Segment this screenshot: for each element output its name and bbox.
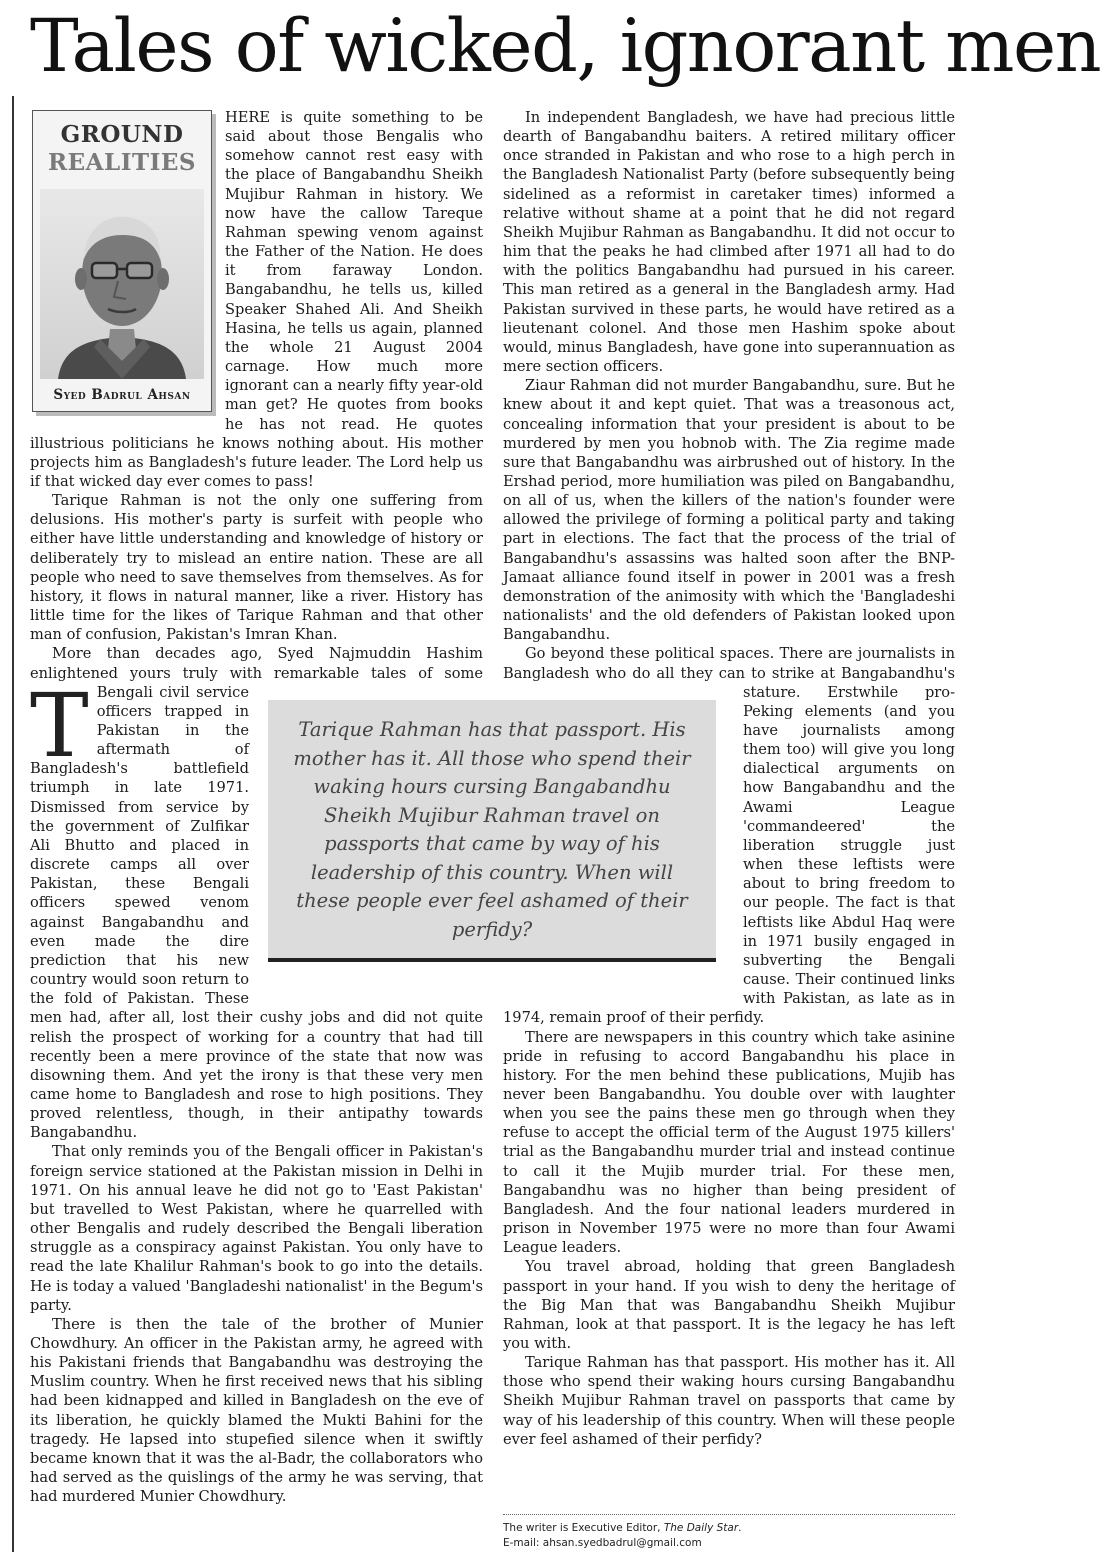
article-paragraph-7: Ziaur Rahman did not murder Bangabandhu, sure. But he knew about it and kept quiet. That was a treasonous act, concealing information that your president is about to be murdered by men you hobnob with. The Zia regime made sure that Bangabandhu was airbrushed out of history. In the Ershad period, more humiliation was piled on Bangabandhu, on all of us, when the killers of the nation's founder were allowed the privilege of forming a political party and taking part in elections. The fact that the process of the trial of Bangabandhu's assassins was halted soon after the BNP-Jamaat alliance found itself in power in 2001 was a fresh demonstration of the animosity with which the 'Bangladeshi nationalists' and the old defenders of Pakistan looked upon Bangabandhu. — [503, 377, 955, 644]
footer-divider — [503, 1514, 955, 1515]
article-paragraph-5: There is then the tale of the brother of Munier Chowdhury. An officer in the Pakistan army, he agreed with his Pakistani friends that Bangabandhu was destroying the Muslim country. When he first received news that his sibling had been kidnapped and killed in Bangladesh on the eve of its liberation, he quickly blamed the Mukti Bahini for the tragedy. He lapsed into stupefied silence when it swiftly became known that it was the al-Badr, the collaborators who had served as the quislings of the army he was serving, that had murdered Munier Chowdhury. — [30, 1315, 483, 1506]
article-paragraph-1: T HERE is quite something to be said about those Bengalis who somehow cannot rest easy with the place of Bangabandhu Sheikh Mujibur Rahman in history. We now have the callow Tareque Rahman spewing venom against the Father of the Nation. He does it from faraway London. Bangabandhu, he tells us, killed Speaker Shahed Ali. And Sheikh Hasina, he tells us again, planned the whole 21 August 2004 carnage. How much more ignorant can a nearly fifty year-old man get? He quotes from books he has not read. He quotes illustrious politicians he knows nothing about. His mother projects him as Bangladesh's future leader. The Lord help us if that wicked day ever comes to pass! — [30, 109, 483, 777]
column-label-line2: REALITIES — [48, 149, 196, 176]
article-paragraph-3: More than decades ago, Syed Najmuddin Hashim enlightened yours truly with remarkable tales of some Bengali civil service officers trapped in Pakistan in the aftermath of Bangladesh's battlefield triumph in late 1971. Dismissed from service by the government of Zulfikar Ali Bhutto and placed in discrete camps all over Pakistan, these Bengali officers spewed venom against Bangabandhu and even made the dire prediction that his new country would soon return to the fold of Pakistan. These men had, after all, lost their cushy jobs and did not quite relish the prospect of working for a country that had till recently been a mere province of the state that now was disowning them. And yet the irony is that these very men came home to Bangladesh and rose to high positions. They proved relentless, though, in their antipathy towards Bangabandhu. — [30, 645, 483, 1142]
column-label-line1: GROUND — [60, 121, 184, 148]
writer-email: E-mail: ahsan.syedbadrul@gmail.com — [503, 1537, 702, 1549]
article-paragraph-9: There are newspapers in this country which take asinine pride in refusing to accord Bangabandhu his place in history. For the men behind these publications, Mujib has never been Bangabandhu. You double over with laughter when you see the pains these men go through when they refuse to accept the official term of the August 1975 killers' trial as the Bangabandhu murder trial and instead continue to call it the Mujib murder trial. For these men, Bangabandhu was no higher than being president of Bangladesh. And the four national leaders murdered in prison in November 1975 were no more than four Awami League leaders. — [503, 1028, 955, 1257]
article-paragraph-6: In independent Bangladesh, we have had precious little dearth of Bangabandhu baiters. A retired military officer once stranded in Pakistan and who rose to a high perch in the Bangladesh Nationalist Party (before subsequently being sidelined as a reformist in caretaker times) informed a relative without shame at a point that he did not regard Sheikh Mujibur Rahman as Bangabandhu. It did not occur to him that the peaks he had climbed after 1971 all had to do with the politics Bangabandhu had pursued in his career. This man retired as a general in the Bangladesh army. Had Pakistan survived in these parts, he would have retired as a lieutenant colonel. And those men Hashim spoke about would, minus Bangladesh, have gone into superannuation as mere section officers. — [503, 109, 955, 376]
writer-credit: The writer is Executive Editor, The Daily Star. — [503, 1522, 742, 1534]
left-rule — [12, 96, 14, 1552]
author-byline: Syed Badrul Ahsan — [53, 387, 191, 403]
headline: Tales of wicked, ignorant men — [30, 4, 1100, 89]
pull-quote: Tarique Rahman has that passport. His mother has it. All those who spend their waking hours cursing Bangabandhu Sheikh Mujibur Rahman travel on passports that came by way of his leadership of this country. When will these people ever feel ashamed of their perfidy? — [268, 700, 716, 962]
author-box-spacer — [30, 110, 213, 415]
article-paragraph-11: Tarique Rahman has that passport. His mother has it. All those who spend their waking hours cursing Bangabandhu Sheikh Mujibur Rahman travel on passports that came by way of his leadership of this country. When will these people ever feel ashamed of their perfidy? — [503, 1354, 955, 1448]
article-paragraph-2: Tarique Rahman is not the only one suffering from delusions. His mother's party is surfeit with people who either have little understanding and knowledge of history or deliberately try to mislead an entire nation. These are all people who need to save themselves from themselves. As for history, it flows in natural manner, like a river. History has little time for the likes of Tarique Rahman and that other man of confusion, Pakistan's Imran Khan. — [30, 492, 483, 644]
writer-note — [503, 1521, 955, 1551]
article-paragraph-10: You travel abroad, holding that green Bangladesh passport in your hand. If you wish to deny the heritage of the Big Man that was Bangabandhu Sheikh Mujibur Rahman, look at that passport. It is the legacy he has left you with. — [503, 1258, 955, 1352]
drop-cap: T — [30, 674, 89, 777]
article-paragraph-8: Go beyond these political spaces. There are journalists in Bangladesh who do all they can to strike at Bangabandhu's stature. Erstwhile pro-Peking elements (and you have journalists among them too) will give you long dialectical arguments on how Bangabandhu and the Awami League 'commandeered' the liberation struggle just when these leftists were about to bring freedom to our people. The fact is that leftists like Abdul Haq were in 1971 busily engaged in subverting the Bengali cause. Their continued links with Pakistan, as late as in 1974, remain proof of their perfidy. — [503, 645, 955, 1027]
publication-name: The Daily Star — [663, 1522, 739, 1534]
article-paragraph-4: That only reminds you of the Bengali officer in Pakistan's foreign service stationed at the Pakistan mission in Delhi in 1971. On his annual leave he did not go to 'East Pakistan' but travelled to West Pakistan, where he quarrelled with other Bengalis and rudely described the Bengali liberation struggle as a conspiracy against Pakistan. You only have to read the late Khalilur Rahman's book to go into the details. He is today a valued 'Bangladeshi nationalist' in the Begum's party. — [30, 1143, 483, 1314]
